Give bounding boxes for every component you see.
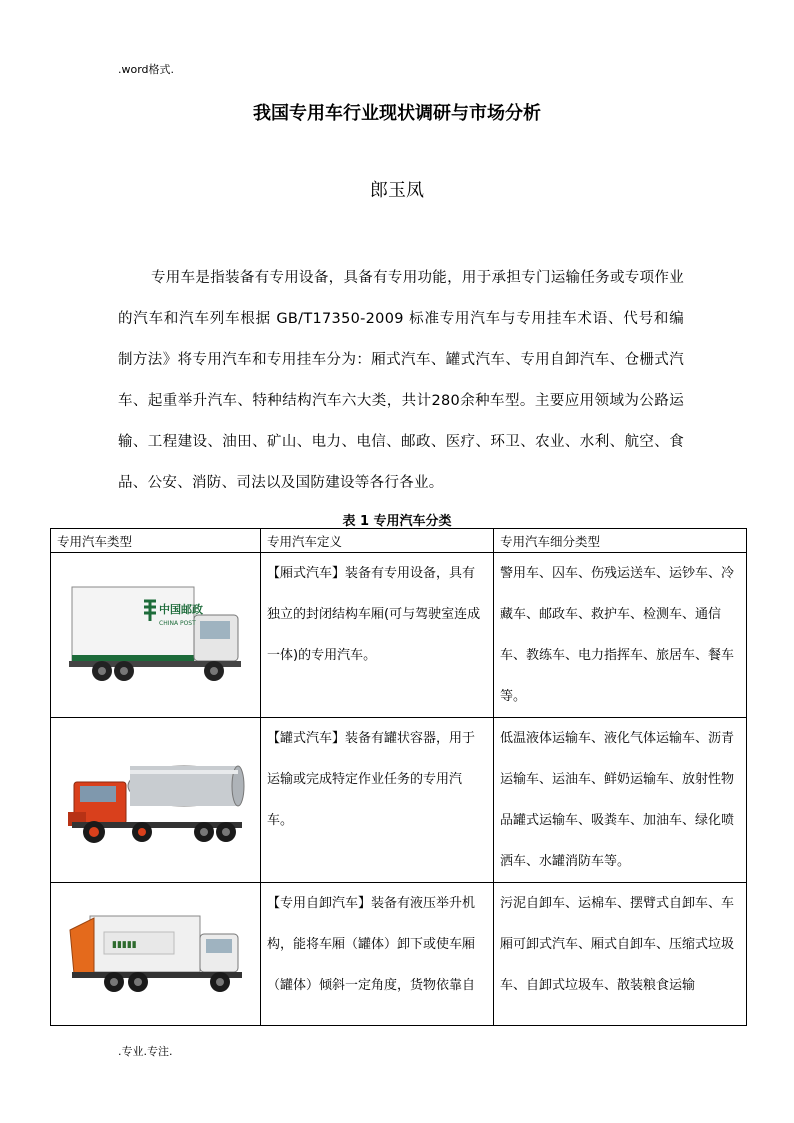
table-caption: 表 1 专用汽车分类	[342, 514, 452, 529]
definition-cell: 【罐式汽车】装备有罐状容器，用于运输或完成特定作业任务的专用汽车。	[261, 718, 494, 883]
table-row	[51, 883, 747, 1026]
header-definition: 专用汽车定义	[261, 529, 494, 553]
page-header: .word格式.	[118, 63, 175, 76]
table-header-row	[51, 529, 747, 553]
table-row	[51, 553, 747, 718]
subtypes-cell: 警用车、囚车、伤残运送车、运钞车、冷藏车、邮政车、救护车、检测车、通信车、教练车、电力指挥车、旅居车、餐车等。	[494, 553, 747, 718]
table-row	[51, 718, 747, 883]
post-logo-text: 中国邮政	[158, 603, 203, 616]
post-logo-subtext: CHINA POST	[158, 620, 196, 627]
definition-cell: 【专用自卸汽车】装备有液压举升机构，能将车厢（罐体）卸下或使车厢（罐体）倾斜一定角度，货物依靠自	[261, 883, 494, 1026]
subtypes-cell: 低温液体运输车、液化气体运输车、沥青运输车、运油车、鲜奶运输车、放射性物品罐式运输车、吸粪车、加油车、绿化喷洒车、水罐消防车等。	[494, 718, 747, 883]
subtypes-cell: 污泥自卸车、运棉车、摆臂式自卸车、车厢可卸式汽车、厢式自卸车、压缩式垃圾车、自卸式垃圾车、散装粮食运输	[494, 883, 747, 1026]
intro-paragraph: 专用车是指装备有专用设备，具备有专用功能，用于承担专门运输任务或专项作业的汽车和汽车列车根据 GB/T17350-2009 标准专用汽车与专用挂车术语、代号和编制方法》将专用汽车和专用挂车分为：厢式汽车、罐式汽车、专用自卸汽车、仓栅式汽车、起重举升汽车、特种结构汽车六大类，共计280余种车型。主要应用领域为公路运输、工程建设、油田、矿山、电力、电信、邮政、医疗、环卫、农业、水利、航空、食品、公安、消防、司法以及国防建设等各行各业。	[118, 270, 684, 491]
author-name: 郎玉凤	[370, 180, 424, 201]
box-truck-image	[51, 553, 261, 718]
document-title: 我国专用车行业现状调研与市场分析	[253, 103, 541, 124]
header-subtypes: 专用汽车细分类型	[494, 529, 747, 553]
tank-truck-image	[51, 718, 261, 883]
svg-text:▮▮▮▮▮: ▮▮▮▮▮	[111, 940, 137, 950]
page-footer: .专业.专注.	[118, 1045, 173, 1058]
header-type: 专用汽车类型	[51, 529, 261, 553]
definition-cell: 【厢式汽车】装备有专用设备，具有独立的封闭结构车厢(可与驾驶室连成一体)的专用汽车。	[261, 553, 494, 718]
vehicle-classification-table	[50, 528, 747, 1026]
garbage-truck-image	[51, 883, 261, 1026]
